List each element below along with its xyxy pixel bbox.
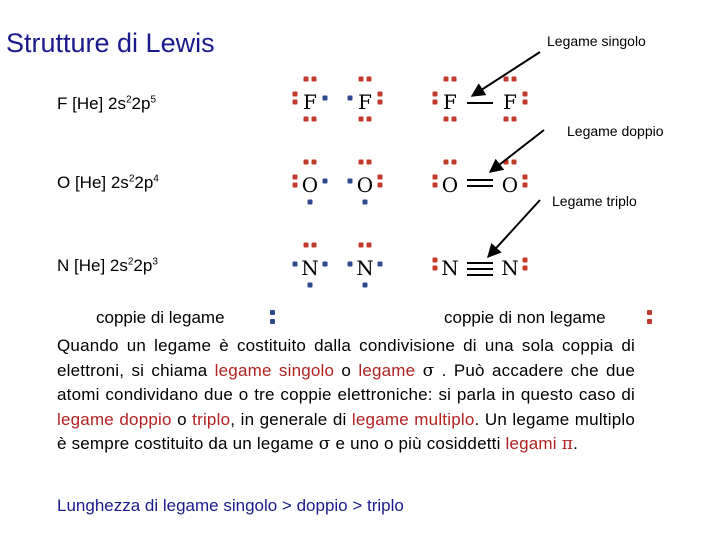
lone-pair-electron-oxygen-4-right-0: [523, 175, 528, 180]
lone-pair-electron-fluorine-1-top-0: [304, 77, 309, 82]
explanation-paragraph: [57, 334, 635, 457]
lone-pair-electron-fluorine-4-top-0: [504, 77, 509, 82]
lone-pair-electron-fluorine-4-bottom-1: [512, 117, 517, 122]
config-fluorine-text: F [He] 2s: [57, 94, 126, 113]
bonding-electron-fluorine-2-left: [348, 96, 353, 101]
atom-fluorine-1: F: [303, 90, 317, 114]
lone-pair-electron-fluorine-3-top-0: [444, 77, 449, 82]
bond-length-note: Lunghezza di legame singolo > doppio > triplo: [57, 496, 404, 515]
lone-pair-electron-nitrogen-2-top-1: [367, 243, 372, 248]
para-part-4: o: [171, 409, 193, 429]
highlight-legame: legame: [358, 360, 416, 380]
lone-pair-electron-oxygen-2-right-1: [378, 183, 383, 188]
lone-pair-electron-oxygen-4-top-1: [512, 160, 517, 165]
atom-fluorine-3: F: [443, 90, 457, 114]
atom-oxygen-3: O: [441, 173, 459, 197]
lone-pair-electron-fluorine-3-bottom-1: [452, 117, 457, 122]
lone-pair-electron-oxygen-1-top-1: [312, 160, 317, 165]
nonbonding-pairs-label: coppie di non legame: [444, 308, 606, 327]
single-bond-label: Legame singolo: [547, 33, 646, 49]
atom-nitrogen-3: N: [441, 256, 459, 280]
bonding-electron-oxygen-1-bottom: [308, 200, 313, 205]
lone-pair-electron-oxygen-3-left-1: [433, 183, 438, 188]
lone-pair-electron-fluorine-1-bottom-0: [304, 117, 309, 122]
pi-symbol: π: [561, 434, 574, 455]
triple-bond-arrow: [488, 200, 540, 257]
lone-pair-electron-oxygen-1-left-0: [293, 175, 298, 180]
lone-pair-electron-fluorine-4-top-1: [512, 77, 517, 82]
bonding-electron-nitrogen-1-left: [293, 262, 298, 267]
atom-fluorine-4: F: [503, 90, 517, 114]
atom-nitrogen-4: N: [501, 256, 519, 280]
para-part-7: e uno o più cosiddetti: [330, 434, 506, 454]
double-bond-arrow: [490, 130, 544, 172]
config-nitrogen-p: 2p: [133, 256, 153, 275]
lone-pair-electron-fluorine-3-left-0: [433, 92, 438, 97]
bonding-electron-nitrogen-1-bottom: [308, 283, 313, 288]
bonding-electron-nitrogen-1-right: [323, 262, 328, 267]
lone-pair-electron-nitrogen-4-right-1: [523, 266, 528, 271]
para-part-3: . Può accadere che due atomi condividano due o tre coppie elettroniche: si parla in questo caso di: [57, 360, 635, 405]
highlight-legami: legami: [505, 434, 557, 454]
lone-pair-electron-oxygen-3-top-1: [452, 160, 457, 165]
bonding-electron-nitrogen-2-bottom: [363, 283, 368, 288]
lone-pair-dot-1: [647, 310, 652, 315]
highlight-triplo: triplo: [192, 409, 231, 429]
double-bond-label: Legame doppio: [567, 123, 664, 139]
lone-pair-electron-fluorine-1-top-1: [312, 77, 317, 82]
config-oxygen-text: O [He] 2s: [57, 173, 129, 192]
lone-pair-electron-fluorine-2-bottom-1: [367, 117, 372, 122]
atom-nitrogen-2: N: [356, 256, 374, 280]
config-oxygen-p: 2p: [134, 173, 154, 192]
lone-pair-electron-oxygen-2-top-0: [359, 160, 364, 165]
config-fluorine-s-exp: 2: [125, 94, 132, 106]
para-part-1: Quando un legame è costituito dalla condivisione di una sola coppia di elettroni, si chiama: [57, 336, 635, 380]
lone-pair-electron-fluorine-3-bottom-0: [444, 117, 449, 122]
sigma-symbol-2: σ: [318, 434, 331, 455]
bonding-electron-oxygen-2-bottom: [363, 200, 368, 205]
config-oxygen-p-exp: 4: [153, 173, 159, 185]
lone-pair-electron-nitrogen-1-top-0: [304, 243, 309, 248]
atom-oxygen-1: O: [301, 173, 319, 197]
lone-pair-electron-fluorine-4-bottom-0: [504, 117, 509, 122]
lone-pair-electron-oxygen-2-top-1: [367, 160, 372, 165]
triple-bond-label: Legame triplo: [552, 193, 637, 209]
bonding-electron-nitrogen-2-right: [378, 262, 383, 267]
lone-pair-electron-nitrogen-2-top-0: [359, 243, 364, 248]
config-oxygen-s-exp: 2: [128, 173, 135, 185]
lone-pair-electron-fluorine-1-bottom-1: [312, 117, 317, 122]
atom-nitrogen-1: N: [301, 256, 319, 280]
lone-pair-electron-fluorine-2-bottom-0: [359, 117, 364, 122]
bonding-pair-dot-2: [270, 319, 275, 324]
lone-pair-electron-nitrogen-3-left-1: [433, 266, 438, 271]
lone-pair-electron-oxygen-1-top-0: [304, 160, 309, 165]
sigma-symbol: σ: [422, 360, 435, 381]
config-fluorine-p: 2p: [131, 94, 151, 113]
lone-pair-electron-fluorine-2-top-1: [367, 77, 372, 82]
electron-dot-layer: [293, 77, 528, 288]
lone-pair-electron-fluorine-1-left-1: [293, 100, 298, 105]
bonding-electron-nitrogen-2-left: [348, 262, 353, 267]
lone-pair-electron-fluorine-4-right-0: [523, 92, 528, 97]
para-part-5: , in generale di: [230, 409, 352, 429]
para-part-6: . Un legame multiplo è sempre costituito da un legame: [57, 409, 635, 454]
highlight-legame-doppio: legame doppio: [57, 409, 172, 429]
config-nitrogen-s-exp: 2: [127, 256, 134, 268]
lone-pair-electron-fluorine-1-left-0: [293, 92, 298, 97]
config-fluorine-p-exp: 5: [150, 94, 157, 106]
lone-pair-electron-fluorine-2-right-1: [378, 100, 383, 105]
lone-pair-electron-fluorine-3-top-1: [452, 77, 457, 82]
lone-pair-electron-oxygen-4-right-1: [523, 183, 528, 188]
page-title: Strutture di Lewis: [6, 28, 215, 58]
para-part-2: o: [334, 360, 359, 380]
lone-pair-electron-nitrogen-4-right-0: [523, 258, 528, 263]
bonding-electron-fluorine-1-right: [323, 96, 328, 101]
lone-pair-electron-fluorine-4-right-1: [523, 100, 528, 105]
highlight-legame-singolo: legame singolo: [214, 360, 335, 380]
bonding-electron-oxygen-1-right: [323, 179, 328, 184]
lone-pair-electron-nitrogen-3-left-0: [433, 258, 438, 263]
bonding-pairs-label: coppie di legame: [96, 308, 225, 327]
atom-oxygen-4: O: [501, 173, 519, 197]
lone-pair-electron-oxygen-3-left-0: [433, 175, 438, 180]
lone-pair-electron-fluorine-2-right-0: [378, 92, 383, 97]
bonding-pair-dot-1: [270, 310, 275, 315]
lone-pair-electron-nitrogen-1-top-1: [312, 243, 317, 248]
lone-pair-electron-fluorine-3-left-1: [433, 100, 438, 105]
bonding-electron-oxygen-2-left: [348, 179, 353, 184]
atom-oxygen-2: O: [356, 173, 374, 197]
config-nitrogen-p-exp: 3: [152, 256, 158, 268]
para-part-8: .: [573, 434, 579, 454]
lone-pair-electron-oxygen-2-right-0: [378, 175, 383, 180]
config-nitrogen-text: N [He] 2s: [57, 256, 128, 275]
atom-fluorine-2: F: [358, 90, 372, 114]
lone-pair-electron-oxygen-1-left-1: [293, 183, 298, 188]
highlight-legame-multiplo: legame multiplo: [351, 409, 475, 429]
lone-pair-dot-2: [647, 319, 652, 324]
lone-pair-electron-oxygen-3-top-0: [444, 160, 449, 165]
lone-pair-electron-fluorine-2-top-0: [359, 77, 364, 82]
